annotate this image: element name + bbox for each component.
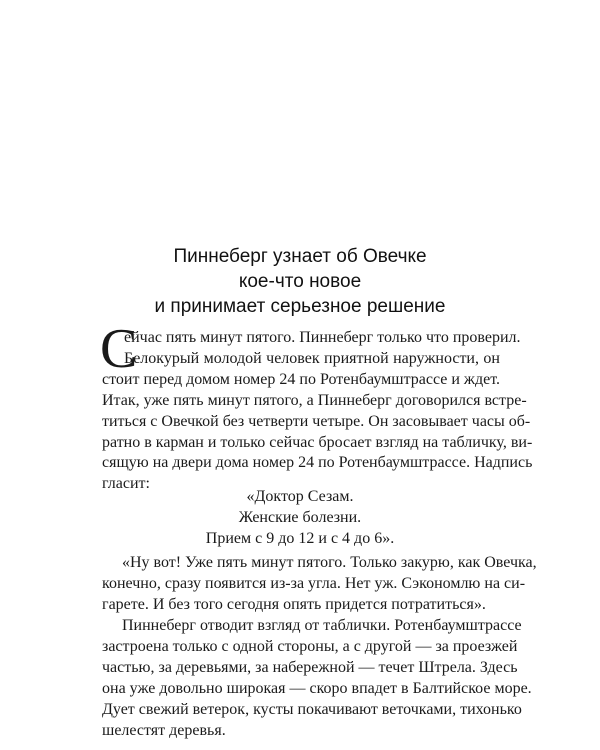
text-line: частью, за деревьями, за набережной — течет Штрела. Здесь bbox=[102, 658, 518, 676]
text-line: гарете. И без того сегодня опять придется потратиться». bbox=[102, 595, 486, 613]
text-line: титься с Овечкой без четверти четыре. Он засовывает часы об- bbox=[102, 412, 531, 430]
chapter-title-line: кое-что новое bbox=[238, 271, 362, 292]
chapter-title-line: и принимает серьезное решение bbox=[154, 296, 446, 317]
text-line: сящую на двери дома номер 24 по Ротенбаумштрассе. Надпись bbox=[102, 454, 533, 472]
text-line: ратно в карман и только сейчас бросает взгляд на табличку, ви- bbox=[102, 433, 533, 451]
text-line: застроена только с одной стороны, а с другой — за проезжей bbox=[102, 637, 518, 655]
drop-cap: С bbox=[100, 318, 138, 380]
text-line: ейчас пять минут пятого. Пиннеберг только что проверил. bbox=[124, 329, 521, 346]
doctor-sign-quote bbox=[100, 487, 500, 550]
sign-line: Женские болезни. bbox=[238, 508, 362, 526]
text-line: стоит перед домом номер 24 по Ротенбаумштрассе и ждет. bbox=[102, 370, 501, 388]
text-line: она уже довольно широкая — скоро впадет в Балтийское море. bbox=[102, 679, 532, 697]
paragraph-thought bbox=[102, 553, 537, 616]
text-line: шелестят деревья. bbox=[102, 721, 226, 739]
sign-line: Прием с 9 до 12 и с 4 до 6». bbox=[205, 529, 395, 547]
text-line: конечно, сразу появится из-за угла. Нет уж. Сэкономлю на си- bbox=[102, 574, 526, 592]
text-line: Итак, уже пять минут пятого, а Пиннеберг договорился встре- bbox=[102, 391, 527, 409]
paragraph-street bbox=[102, 616, 532, 741]
chapter-title bbox=[100, 244, 500, 319]
text-line: Белокурый молодой человек приятной наружности, он bbox=[124, 349, 500, 367]
text-line: Дует свежий ветерок, кусты покачивают веточками, тихонько bbox=[102, 700, 522, 718]
sign-line: «Доктор Сезам. bbox=[246, 488, 354, 505]
chapter-title-line: Пиннеберг узнает об Овечке bbox=[173, 246, 427, 267]
text-line: «Ну вот! Уже пять минут пятого. Только закурю, как Овечка, bbox=[122, 554, 537, 571]
text-line: Пиннеберг отводит взгляд от таблички. Ротенбаумштрассе bbox=[122, 617, 522, 634]
paragraph-opening bbox=[102, 328, 533, 495]
text-line: гласит: bbox=[102, 475, 150, 493]
